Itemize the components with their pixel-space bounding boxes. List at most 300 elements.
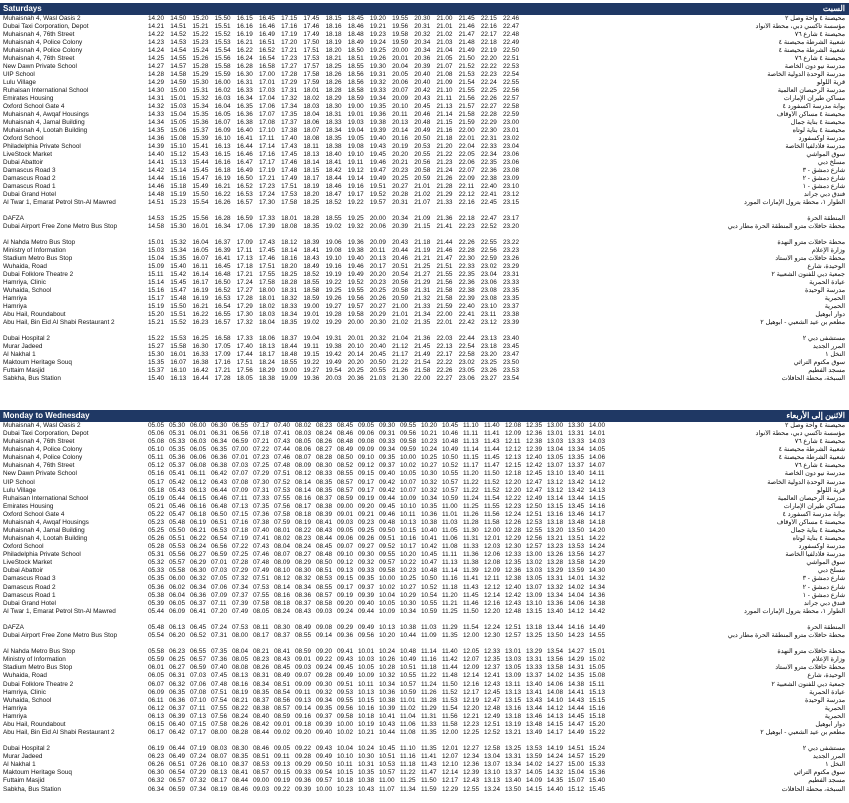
departure-time: 13.00 [526,551,542,559]
departure-time: 20.01 [392,55,409,62]
departure-time: 12.12 [484,583,500,591]
departure-time: 06.32 [190,575,206,583]
departure-times [148,559,610,567]
departure-time: 09.57 [316,777,332,785]
departure-times [148,446,610,454]
departure-time: 12.55 [463,785,479,793]
departure-time: 07.49 [253,567,269,575]
departure-time: 21.22 [436,151,453,158]
departure-time: 21.52 [458,63,475,70]
departure-time: 08.56 [274,696,290,704]
departure-time: 14.54 [170,47,187,54]
departure-time: 10.30 [358,753,374,761]
departure-time: 09.37 [316,712,332,720]
departure-time: 20.01 [347,335,364,342]
departure-time: 18.30 [325,103,342,110]
departure-time: 15.29 [192,71,209,78]
departure-times [148,335,525,343]
departure-time: 07.06 [190,680,206,688]
departure-time: 16.10 [214,135,231,142]
departure-time: 10.46 [442,430,458,438]
departure-times [148,367,525,375]
departure-times [148,47,525,55]
departure-time: 15.53 [170,335,187,342]
departure-time: 21.45 [458,15,475,22]
departure-time: 07.33 [253,494,269,502]
departure-time: 06.25 [169,656,185,664]
departure-times [148,487,610,495]
departure-time: 16.22 [192,311,209,318]
departure-time: 07.08 [232,478,248,486]
departure-time: 23.05 [458,367,475,374]
departure-time: 09.34 [379,446,395,454]
table-row [0,303,849,311]
departure-time: 22.58 [458,351,475,358]
departure-time: 16.21 [214,183,231,190]
departure-time: 22.00 [436,311,453,318]
departure-time: 19.10 [347,151,364,158]
departure-time: 08.16 [295,494,311,502]
departure-time: 22.17 [480,31,497,38]
departure-time: 21.26 [392,367,409,374]
departure-time: 20.14 [347,351,364,358]
departure-time: 19.15 [303,351,320,358]
departure-time: 16.07 [192,255,209,262]
departure-time: 15.41 [192,143,209,150]
stop-name: Damascus Road 1 [3,591,56,599]
departure-time: 12.49 [484,712,500,720]
departure-time: 10.34 [379,680,395,688]
departure-time: 20.03 [325,375,342,382]
table-row [0,55,849,63]
departure-time: 11.24 [421,680,437,688]
departure-time: 09.52 [379,543,395,551]
departure-time: 22.26 [458,239,475,246]
table-row [0,729,849,745]
departure-times [148,422,610,430]
departure-time: 16.53 [236,191,253,198]
departure-time: 10.48 [421,567,437,575]
departure-time: 21.47 [436,255,453,262]
table-row [0,470,849,478]
departure-time: 15.40 [148,375,164,382]
departure-time: 18.16 [325,23,342,30]
departure-time: 15.08 [589,672,605,680]
departure-time: 18.08 [281,223,298,230]
departure-times [148,454,610,462]
departure-time: 06.13 [190,486,206,494]
departure-time: 14.27 [547,761,563,769]
departure-time: 09.34 [316,696,332,704]
departure-time: 05.58 [148,648,164,656]
departure-time: 07.34 [232,583,248,591]
departure-time: 18.15 [325,15,342,22]
departure-time: 22.17 [436,351,453,358]
departure-time: 16.11 [192,263,208,270]
departure-time: 11.16 [442,575,458,583]
departure-time: 12.41 [484,672,500,680]
departure-time: 10.00 [316,785,332,793]
departure-time: 21.02 [436,31,453,38]
departure-time: 21.21 [414,255,431,262]
departure-time: 09.09 [295,680,311,688]
departure-time: 19.22 [303,359,320,366]
departure-time: 15.35 [192,111,209,118]
departure-time: 11.33 [463,543,479,551]
departure-time: 18.35 [281,319,298,326]
departure-time: 07.16 [232,518,248,526]
stop-name: Murar Jadeed [3,343,43,350]
departure-time: 19.55 [347,287,364,294]
departure-time: 18.14 [281,247,298,254]
departure-time: 12.03 [484,543,500,551]
departure-time: 22.35 [458,271,475,278]
departure-time: 12.53 [526,518,542,526]
departure-time: 18.31 [281,287,298,294]
departure-time: 07.03 [232,462,248,470]
departure-time: 11.59 [421,785,437,793]
departure-time: 23.38 [503,311,519,318]
departure-time: 10.05 [400,470,416,478]
stop-name-arabic: محطة حافلات مترو النهدة [777,239,845,246]
section-title: Monday to Wednesday [3,411,90,420]
table-row [0,430,849,438]
stop-name-arabic: السبخة، محطة الحافلات [781,375,845,382]
departure-time: 21.49 [414,351,431,358]
departure-time: 06.23 [148,753,164,761]
departure-time: 14.57 [170,63,187,70]
departure-time: 09.31 [379,430,395,438]
departure-time: 08.30 [316,462,332,470]
stop-name: Ministry of Information [3,656,66,664]
table-row [0,343,849,351]
departure-time: 22.59 [503,111,519,118]
stop-name-arabic: شارع دمشق - ٢ [802,175,845,182]
departure-time: 19.19 [325,271,342,278]
departure-time: 12.23 [463,720,479,728]
departure-time: 23.06 [458,375,475,382]
stop-name: Dubai Hospital 2 [3,335,50,342]
departure-time: 15.59 [214,71,231,78]
departure-time: 09.13 [274,761,290,769]
departure-time: 19.01 [347,111,364,118]
departure-time: 20.55 [369,367,386,374]
stop-name: Dubai Abattoir [3,567,44,575]
departure-time: 12.28 [505,527,521,535]
departure-time: 15.45 [170,279,187,286]
departure-time: 05.33 [169,438,185,446]
departure-time: 14.16 [568,623,584,631]
departure-time: 11.14 [463,446,479,454]
departure-time: 07.49 [232,607,248,615]
stop-name: Muhaisnah 4, 76th Street [3,55,75,62]
departure-time: 12.51 [484,720,500,728]
departure-time: 09.12 [337,559,353,567]
departure-time: 11.16 [400,753,416,761]
departure-time: 12.17 [442,777,458,785]
departure-time: 06.56 [232,430,248,438]
departure-time: 19.56 [392,23,409,30]
departure-time: 17.53 [303,55,320,62]
departure-time: 13.40 [505,777,521,785]
departure-time: 22.49 [503,39,519,46]
stop-name-arabic: سوق مكتوم التراثي [793,359,845,366]
departure-time: 21.58 [414,367,431,374]
table-row [0,777,849,785]
departure-time: 06.57 [169,777,185,785]
departure-time: 21.01 [392,311,409,318]
departure-time: 19.02 [325,223,342,230]
table-row [0,335,849,343]
departure-time: 12.27 [463,745,479,753]
departure-time: 06.45 [190,623,206,631]
departure-time: 17.48 [281,167,298,174]
departure-time: 23.27 [480,375,497,382]
departure-time: 13.15 [505,696,521,704]
departure-time: 21.19 [414,247,431,254]
departure-time: 08.12 [295,470,311,478]
departure-time: 08.45 [274,664,290,672]
departure-time: 10.13 [358,688,374,696]
departure-time: 16.38 [192,359,209,366]
departure-time: 20.45 [414,103,431,110]
departure-time: 08.02 [295,422,311,429]
departure-time: 08.17 [295,502,311,510]
stop-name-arabic: مدرسة فلادلفيا الخاصة [785,143,845,150]
table-row [0,705,849,713]
departure-time: 08.22 [232,704,248,712]
departure-time: 15.37 [148,367,164,374]
departure-time: 05.51 [169,535,185,543]
departure-time: 14.18 [589,518,605,526]
departure-time: 13.18 [526,623,542,631]
departure-time: 06.53 [211,527,227,535]
departure-time: 22.52 [480,223,497,230]
departure-time: 10.23 [400,567,416,575]
departure-time: 08.52 [337,462,353,470]
departure-time: 10.45 [442,422,458,429]
stop-name-arabic: محطة حافلات مترو المنطقة الحرة مطار دبي [727,632,845,640]
departure-time: 12.09 [484,567,500,575]
departure-time: 05.23 [148,518,164,526]
departure-time: 17.05 [214,343,231,350]
departure-time: 07.01 [211,559,227,567]
departure-time: 15.47 [170,287,187,294]
departure-times [148,543,610,551]
stop-name-arabic: وزارة الإعلام [811,656,845,664]
departure-time: 10.02 [379,583,395,591]
departure-time: 08.31 [253,672,269,680]
departure-time: 21.36 [436,215,453,222]
departure-time: 16.34 [236,95,253,102]
departure-time: 09.00 [337,502,353,510]
departure-time: 08.35 [316,486,332,494]
departure-time: 09.55 [379,551,395,559]
departure-time: 18.20 [325,47,342,54]
departure-time: 17.28 [281,71,298,78]
stop-name-arabic: النخل ١ [825,761,845,769]
departure-time: 14.08 [547,688,563,696]
departure-time: 21.07 [414,199,431,206]
departure-time: 18.48 [347,31,364,38]
departure-time: 13.12 [547,478,563,486]
departure-time: 20.32 [414,31,431,38]
departure-time: 09.20 [337,599,353,607]
departure-time: 19.39 [369,127,386,134]
departure-time: 21.03 [369,375,386,382]
departure-time: 15.35 [148,359,164,366]
departure-time: 08.50 [337,454,353,462]
departure-times [148,462,610,470]
departure-times [148,39,525,47]
departure-time: 11.48 [442,672,458,680]
departure-times [148,721,610,729]
departure-time: 14.12 [547,704,563,712]
departure-time: 15.34 [170,247,187,254]
table-row [0,63,849,71]
departure-time: 20.48 [414,119,431,126]
departure-time: 18.15 [303,167,320,174]
departure-time: 09.53 [337,688,353,696]
departure-time: 12.08 [505,422,521,429]
departure-time: 11.43 [463,583,479,591]
departure-times [148,600,610,608]
departure-time: 21.18 [414,239,431,246]
departure-time: 10.34 [400,607,416,615]
departure-time: 12.20 [505,478,521,486]
departure-times [148,608,610,616]
departure-time: 08.42 [253,720,269,728]
departure-time: 07.48 [253,559,269,567]
departure-time: 20.23 [369,279,386,286]
departure-time: 23.02 [458,359,475,366]
departure-time: 22.20 [480,55,497,62]
departure-time: 14.15 [526,785,542,793]
departure-time: 14.29 [148,79,164,86]
departure-time: 15.20 [589,720,605,728]
departure-time: 07.55 [211,704,227,712]
departure-time: 08.07 [211,753,227,761]
departure-time: 11.35 [442,632,458,640]
departure-time: 21.17 [392,351,409,358]
departure-time: 09.06 [358,430,374,438]
departure-time: 23.22 [503,239,519,246]
departure-time: 22.07 [458,167,475,174]
table-row [0,95,849,103]
departure-time: 14.42 [589,607,605,615]
departure-time: 15.23 [192,39,209,46]
departure-time: 05.59 [148,656,164,664]
departure-time: 06.20 [169,632,185,640]
departure-time: 21.33 [414,303,431,310]
departure-time: 20.58 [414,167,431,174]
section-title-arabic: الاثنين إلى الأربعاء [786,411,845,420]
departure-time: 06.29 [190,559,206,567]
departure-time: 10.25 [421,454,437,462]
departure-time: 08.02 [274,535,290,543]
departure-time: 13.09 [526,591,542,599]
departure-time: 20.45 [369,351,386,358]
departure-time: 09.20 [358,502,374,510]
departure-time: 08.00 [211,728,227,736]
table-row [0,71,849,79]
departure-time: 16.24 [236,55,253,62]
departure-time: 09.09 [358,446,374,454]
departure-time: 16.36 [236,111,253,118]
departure-time: 11.09 [421,632,437,640]
table-row [0,713,849,721]
departure-time: 10.45 [379,745,395,753]
departure-time: 17.18 [236,263,253,270]
departure-time: 06.55 [232,422,248,429]
departure-time: 12.37 [484,664,500,672]
departure-time: 08.40 [253,712,269,720]
departure-time: 06.17 [148,728,164,736]
departure-time: 22.42 [458,319,475,326]
departure-time: 06.36 [169,696,185,704]
departure-time: 23.31 [503,271,519,278]
stop-name: Al Twar 1, Emarat Petrol Stn-Al Mawred [3,607,116,615]
departure-time: 18.59 [347,95,364,102]
departure-time: 09.35 [358,575,374,583]
departure-time: 10.50 [421,575,437,583]
departure-time: 21.54 [414,359,431,366]
departure-time: 07.24 [211,623,227,631]
departure-time: 07.20 [211,607,227,615]
departure-time: 11.17 [463,462,479,470]
departure-time: 23.37 [503,303,519,310]
table-row [0,215,849,223]
departure-time: 18.26 [325,71,342,78]
departure-time: 09.16 [295,712,311,720]
departure-time: 20.51 [392,263,409,270]
departure-time: 16.07 [214,119,231,126]
departure-time: 06.18 [190,510,206,518]
departure-time: 15.24 [589,745,605,753]
departure-time: 14.24 [148,47,164,54]
departure-time: 14.58 [170,71,187,78]
departure-time: 11.41 [463,575,479,583]
departure-time: 12.00 [442,728,458,736]
departure-time: 13.46 [568,510,584,518]
departure-time: 13.35 [568,454,584,462]
departure-time: 08.37 [316,494,332,502]
departure-time: 09.17 [358,478,374,486]
departure-time: 07.22 [253,446,269,454]
departure-time: 06.12 [190,478,206,486]
departure-time: 13.19 [505,720,521,728]
departure-time: 10.38 [400,623,416,631]
departure-time: 22.22 [436,359,453,366]
departure-time: 16.47 [236,159,253,166]
departure-time: 08.17 [253,632,269,640]
departure-time: 15.31 [192,87,209,94]
departure-time: 09.40 [379,470,395,478]
departure-time: 20.14 [392,127,409,134]
departure-time: 12.14 [463,672,479,680]
departure-times [148,255,525,263]
departure-times [148,777,610,785]
stop-name-arabic: محيصنة ٤ شارع ٧٦ [794,462,845,470]
stop-name: Damascus Road 2 [3,583,56,591]
departure-time: 18.14 [303,159,320,166]
stop-name-arabic: محيصنة ٤ واحة وصل ٢ [785,15,845,22]
departure-time: 09.13 [295,696,311,704]
departure-time: 19.52 [347,279,364,286]
stop-name: Wuhaida, Road [3,263,47,270]
table-row [0,295,849,303]
departure-time: 10.11 [358,680,374,688]
